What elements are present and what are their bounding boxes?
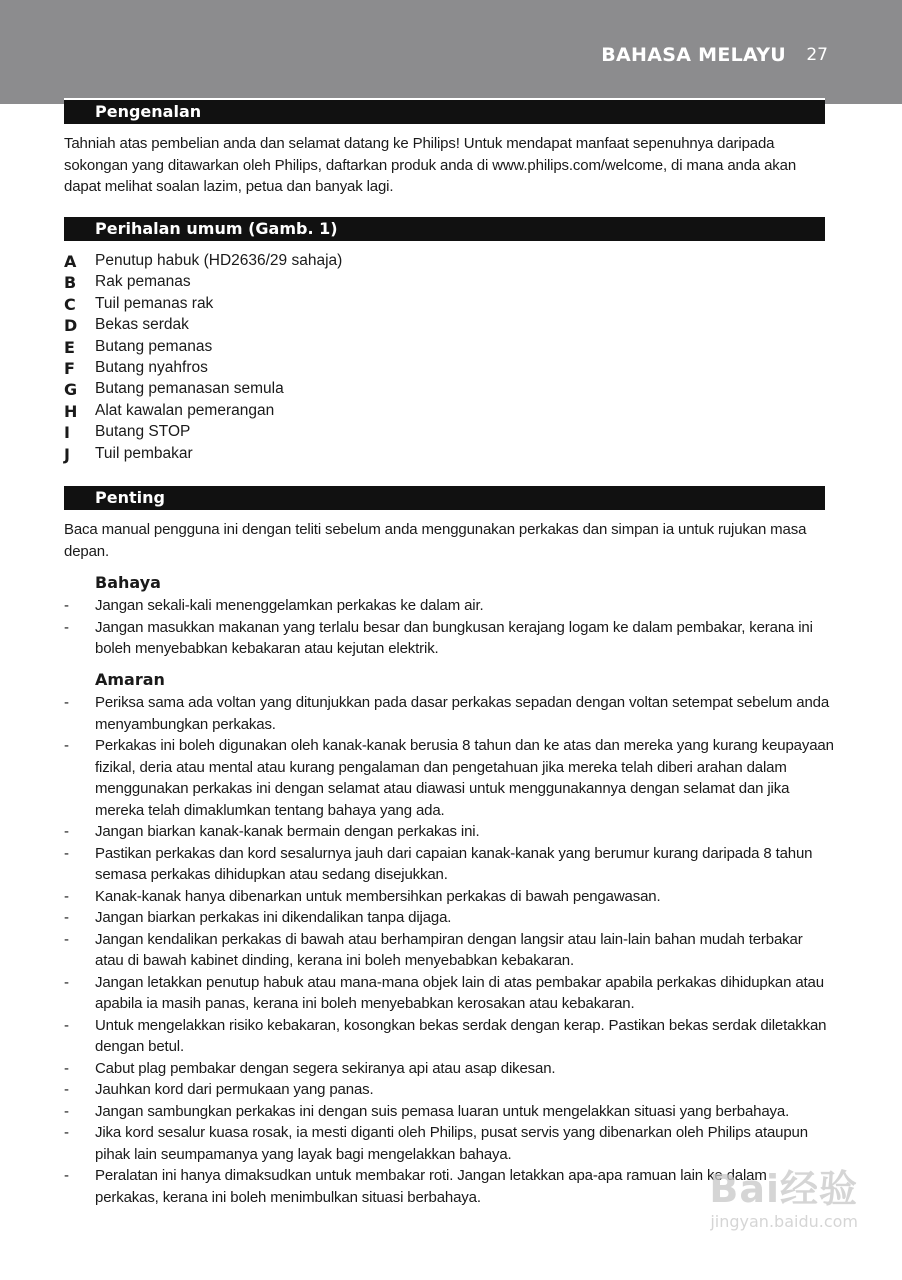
watermark-brand: Bai经验 xyxy=(709,1167,858,1211)
list-item-text: Jangan letakkan penutup habuk atau mana-mana objek lain di atas pembakar apabila perkakas dihidupkan atau apabila ia masih panas, kerana ini boleh menyebabkan kerosakan atau kebakaran. xyxy=(95,973,824,1012)
list-item: - Jangan biarkan perkakas ini dikendalikan tanpa dijaga. xyxy=(64,909,452,926)
legend-key: A xyxy=(64,252,77,271)
legend-label: Rak pemanas xyxy=(95,273,191,291)
list-item-text: Jangan biarkan perkakas ini dikendalikan tanpa dijaga. xyxy=(95,909,452,926)
list-item-text: Kanak-kanak hanya dibenarkan untuk membersihkan perkakas di bawah pengawasan. xyxy=(95,887,661,905)
legend-item xyxy=(64,338,764,359)
list-item-text: Cabut plag pembakar dengan segera sekiranya api atau asap dikesan. xyxy=(95,1059,556,1077)
list-item-text: Jangan sambungkan perkakas ini dengan suis pemasa luaran untuk mengelakkan situasi yang berbahaya. xyxy=(95,1102,790,1120)
warning-heading: Amaran xyxy=(95,670,165,689)
section-title-general: Perihalan umum (Gamb. 1) xyxy=(95,219,338,238)
danger-list xyxy=(64,595,834,660)
legend-label: Butang nyahfros xyxy=(95,358,208,376)
legend-item xyxy=(64,273,764,294)
intro-paragraph: Tahniah atas pembelian anda dan selamat datang ke Philips! Untuk mendapat manfaat sepenuhnya daripada sokongan yang ditawarkan oleh Philips, daftarkan produk anda di www.philips.com/welcome, di mana anda akan dapat melihat soalan lazim, petua dan banyak lagi. xyxy=(64,135,797,195)
header-language: BAHASA MELAYU xyxy=(601,44,786,66)
legend-item xyxy=(64,316,764,337)
list-item-text: Jangan masukkan makanan yang terlalu besar dan bungkusan kerajang logam ke dalam pembakar, kerana ini boleh menyebabkan kebakaran atau kejutan elektrik. xyxy=(95,618,813,657)
section-title-important: Penting xyxy=(95,488,165,507)
list-item-text: Jauhkan kord dari permukaan yang panas. xyxy=(95,1081,374,1098)
list-item: - Jangan masukkan makanan yang terlalu besar dan bungkusan kerajang logam ke dalam pembakar, kerana ini boleh menyebabkan kebakaran atau kejutan elektrik. xyxy=(64,618,813,657)
legend-key: B xyxy=(64,273,77,293)
list-item: - Periksa sama ada voltan yang ditunjukkan pada dasar perkakas sepadan dengan voltan setempat sebelum anda menyambungkan perkakas. xyxy=(64,694,830,733)
list-item: - Jangan letakkan penutup habuk atau mana-mana objek lain di atas pembakar apabila perkakas dihidupkan atau apabila ia masih panas, kerana ini boleh menyebabkan kerosakan atau kebakaran. xyxy=(64,973,824,1012)
list-item-text: Jangan biarkan kanak-kanak bermain dengan perkakas ini. xyxy=(95,823,480,840)
list-item: - Perkakas ini boleh digunakan oleh kanak-kanak berusia 8 tahun dan ke atas dan mereka yang kurang keupayaan fizikal, deria atau mental atau kurang pengalaman dan pengetahuan jika mereka telah diberi arahan dalam menggunakan perkakas ini dengan selamat atau diawasi untuk menggunakannya dengan selamat dan jika mereka telah dimaklumkan tentang bahaya yang ada. xyxy=(64,737,834,819)
list-item-text: Untuk mengelakkan risiko kebakaran, kosongkan bekas serdak dengan kerap. Pastikan bekas serdak diletakkan dengan betul. xyxy=(95,1016,827,1055)
parts-legend xyxy=(64,252,764,466)
legend-key: D xyxy=(64,316,78,336)
section-bar-important xyxy=(64,484,825,510)
legend-label: Butang pemanasan semula xyxy=(95,380,284,398)
list-item: - Jika kord sesalur kuasa rosak, ia mesti diganti oleh Philips, pusat servis yang dibenarkan oleh Philips ataupun pihak lain seumpamanya yang layak bagi mengelakkan bahaya. xyxy=(64,1124,808,1163)
list-item-text: Perkakas ini boleh digunakan oleh kanak-kanak berusia 8 tahun dan ke atas dan mereka yang kurang keupayaan fizikal, deria atau mental atau kurang pengalaman dan pengetahuan jika mereka telah diberi arahan dalam menggunakan perkakas ini dengan selamat atau diawasi untuk menggunakannya dengan selamat dan jika mereka telah dimaklumkan tentang bahaya yang ada. xyxy=(95,737,834,819)
list-item-text: Jangan kendalikan perkakas di bawah atau berhampiran dengan langsir atau lain-lain bahan mudah terbakar atau di bawah kabinet dinding, kerana ini boleh menyebabkan kebakaran. xyxy=(95,930,803,969)
legend-key: J xyxy=(64,444,70,464)
important-paragraph: Baca manual pengguna ini dengan teliti sebelum anda menggunakan perkakas dan simpan ia untuk rujukan masa depan. xyxy=(64,521,807,560)
list-item-text: Jika kord sesalur kuasa rosak, ia mesti diganti oleh Philips, pusat servis yang dibenarkan oleh Philips ataupun pihak lain seumpamanya yang layak bagi mengelakkan bahaya. xyxy=(95,1124,808,1163)
legend-item xyxy=(64,402,764,423)
list-item-text: Peralatan ini hanya dimaksudkan untuk membakar roti. Jangan letakkan apa-apa ramuan lain ke dalam perkakas, kerana ini boleh menimbulkan situasi berbahaya. xyxy=(95,1167,767,1206)
list-item: - Kanak-kanak hanya dibenarkan untuk membersihkan perkakas di bawah pengawasan. xyxy=(64,887,661,905)
list-item: - Cabut plag pembakar dengan segera sekiranya api atau asap dikesan. xyxy=(64,1059,556,1077)
legend-label: Alat kawalan pemerangan xyxy=(95,401,275,419)
legend-key: F xyxy=(64,358,75,378)
legend-label: Tuil pemanas rak xyxy=(95,294,214,312)
legend-item xyxy=(64,380,764,401)
list-item-text: Jangan sekali-kali menenggelamkan perkakas ke dalam air. xyxy=(95,597,484,614)
legend-item xyxy=(64,295,764,316)
section-bar-intro xyxy=(64,98,825,124)
list-item-text: Pastikan perkakas dan kord sesalurnya jauh dari capaian kanak-kanak yang berumur kurang daripada 8 tahun semasa perkakas dihidupkan atau sedang disejukkan. xyxy=(95,844,813,883)
legend-key: I xyxy=(64,423,70,443)
legend-item xyxy=(64,445,764,466)
list-item: - Jangan biarkan kanak-kanak bermain dengan perkakas ini. xyxy=(64,823,480,840)
legend-key: H xyxy=(64,401,78,421)
watermark xyxy=(698,1158,858,1238)
legend-item xyxy=(64,423,764,444)
page-header xyxy=(0,0,902,104)
legend-label: Bekas serdak xyxy=(95,316,189,334)
list-item: - Jangan kendalikan perkakas di bawah atau berhampiran dengan langsir atau lain-lain bahan mudah terbakar atau di bawah kabinet dinding, kerana ini boleh menyebabkan kebakaran. xyxy=(64,930,803,969)
list-item: - Untuk mengelakkan risiko kebakaran, kosongkan bekas serdak dengan kerap. Pastikan bekas serdak diletakkan dengan betul. xyxy=(64,1016,827,1055)
warning-list xyxy=(64,692,834,1208)
legend-key: E xyxy=(64,337,75,357)
legend-label: Penutup habuk (HD2636/29 sahaja) xyxy=(95,252,343,269)
section-bar-general xyxy=(64,215,825,241)
legend-key: G xyxy=(64,380,78,400)
legend-item xyxy=(64,359,764,380)
section-title-intro: Pengenalan xyxy=(95,102,202,121)
list-item: - Jangan sekali-kali menenggelamkan perkakas ke dalam air. xyxy=(64,597,484,614)
list-item: - Pastikan perkakas dan kord sesalurnya jauh dari capaian kanak-kanak yang berumur kurang daripada 8 tahun semasa perkakas dihidupkan atau sedang disejukkan. xyxy=(64,844,813,883)
list-item: - Jauhkan kord dari permukaan yang panas. xyxy=(64,1081,374,1098)
legend-label: Butang STOP xyxy=(95,423,191,441)
legend-item xyxy=(64,252,764,273)
page-number: 27 xyxy=(806,45,828,65)
list-item: - Peralatan ini hanya dimaksudkan untuk membakar roti. Jangan letakkan apa-apa ramuan lain ke dalam perkakas, kerana ini boleh menimbulkan situasi berbahaya. xyxy=(64,1167,767,1206)
legend-label: Butang pemanas xyxy=(95,337,213,355)
legend-label: Tuil pembakar xyxy=(95,444,193,462)
list-item: - Jangan sambungkan perkakas ini dengan suis pemasa luaran untuk mengelakkan situasi yang berbahaya. xyxy=(64,1102,790,1120)
danger-heading: Bahaya xyxy=(95,573,161,592)
list-item-text: Periksa sama ada voltan yang ditunjukkan pada dasar perkakas sepadan dengan voltan setempat sebelum anda menyambungkan perkakas. xyxy=(95,694,830,733)
watermark-url: jingyan.baidu.com xyxy=(710,1212,858,1231)
legend-key: C xyxy=(64,294,76,314)
